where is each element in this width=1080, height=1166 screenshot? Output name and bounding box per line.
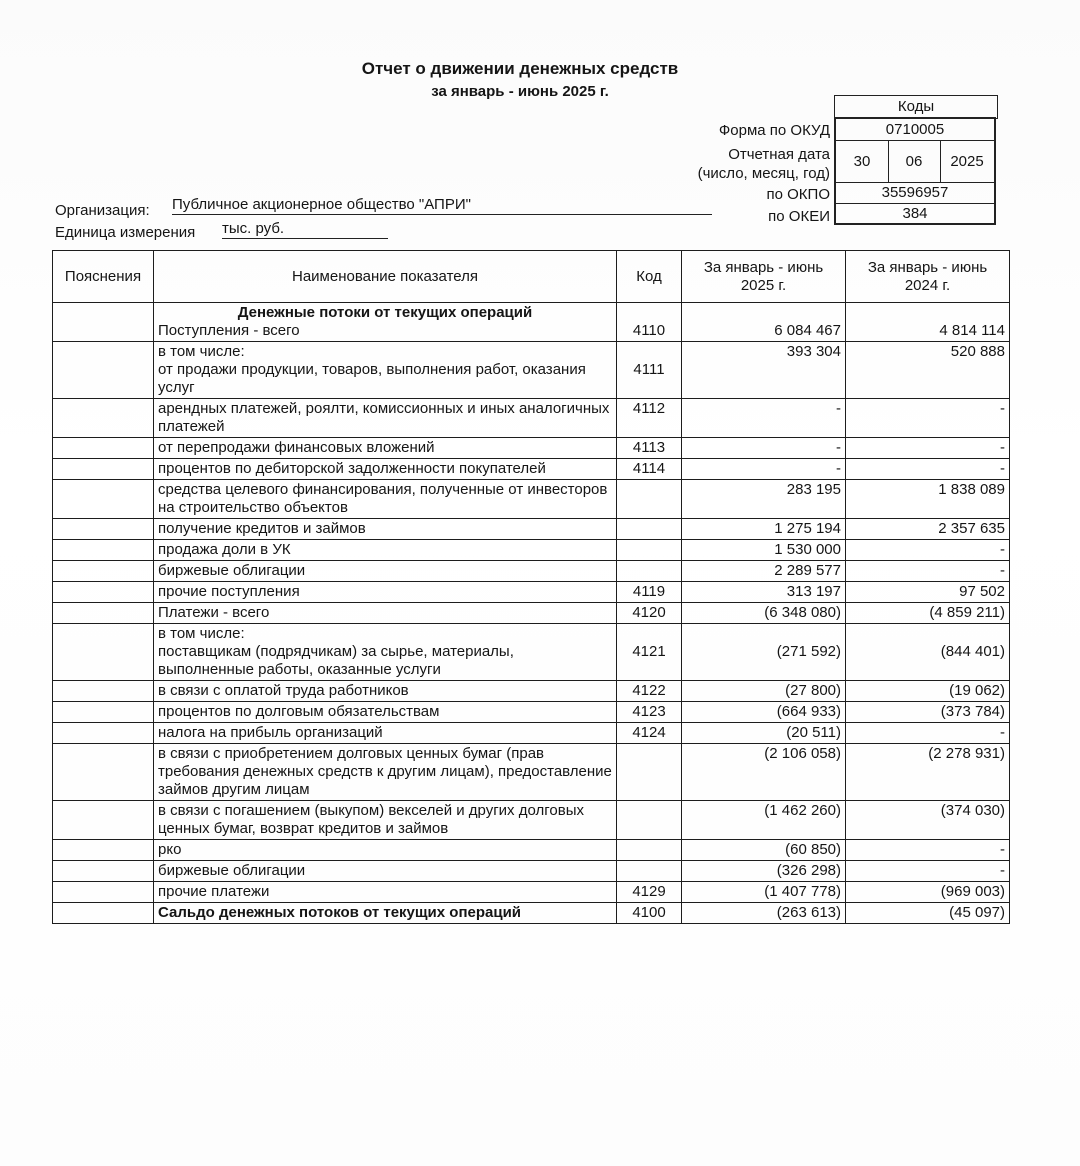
row-value-2024: - — [846, 399, 1010, 438]
row-code: 4119 — [617, 582, 682, 603]
row-value-2024: 520 888 — [846, 342, 1010, 399]
row-value-2024: (969 003) — [846, 882, 1010, 903]
row-name: в связи с погашением (выкупом) векселей и других долговых ценных бумаг, возврат кредитов и займов — [154, 801, 617, 840]
okpo-label: по ОКПО — [766, 186, 830, 203]
row-code: 4114 — [617, 459, 682, 480]
row-value-2025: (664 933) — [682, 702, 846, 723]
row-code — [617, 561, 682, 582]
table-row — [53, 723, 1010, 744]
row-code: 4113 — [617, 438, 682, 459]
row-value-2025: (1 462 260) — [682, 801, 846, 840]
date-label: Отчетная дата — [728, 146, 830, 163]
col-notes-header: Пояснения — [53, 251, 154, 303]
row-code: 4124 — [617, 723, 682, 744]
unit-value: тыс. руб. — [222, 219, 388, 239]
row-value-2024: (374 030) — [846, 801, 1010, 840]
row-value-2024: 4 814 114 — [846, 303, 1010, 342]
row-name: продажа доли в УК — [154, 540, 617, 561]
table-row — [53, 459, 1010, 480]
okud-value: 0710005 — [836, 119, 994, 141]
row-code — [617, 744, 682, 801]
table-row — [53, 801, 1010, 840]
table-row — [53, 480, 1010, 519]
organization-name: Публичное акционерное общество "АПРИ" — [172, 195, 712, 215]
row-value-2025: - — [682, 399, 846, 438]
table-row — [53, 399, 1010, 438]
row-name: процентов по долговым обязательствам — [154, 702, 617, 723]
row-name: Платежи - всего — [154, 603, 617, 624]
row-name: налога на прибыль организаций — [154, 723, 617, 744]
row-name: Сальдо денежных потоков от текущих операций — [154, 903, 617, 924]
date-year: 2025 — [950, 153, 984, 170]
row-name: Поступления - всего — [158, 322, 300, 339]
table-row — [53, 342, 1010, 399]
table-row — [53, 519, 1010, 540]
okpo-value: 35596957 — [836, 183, 994, 204]
table-row — [53, 438, 1010, 459]
table-row — [53, 702, 1010, 723]
row-value-2025: (27 800) — [682, 681, 846, 702]
row-code — [617, 801, 682, 840]
row-value-2025: (2 106 058) — [682, 744, 846, 801]
table-row — [53, 840, 1010, 861]
row-name: рко — [154, 840, 617, 861]
okud-label: Форма по ОКУД — [718, 122, 830, 139]
okei-label: по ОКЕИ — [768, 208, 830, 225]
table-row — [53, 582, 1010, 603]
table-row — [53, 882, 1010, 903]
row-value-2024: - — [846, 723, 1010, 744]
row-code: 4111 — [617, 342, 682, 399]
row-name: прочие платежи — [154, 882, 617, 903]
row-code: 4123 — [617, 702, 682, 723]
row-value-2024: 1 838 089 — [846, 480, 1010, 519]
row-value-2024: (19 062) — [846, 681, 1010, 702]
table-row — [53, 861, 1010, 882]
row-value-2025: (271 592) — [682, 624, 846, 681]
row-name: средства целевого финансирования, полученные от инвесторов на строительство объектов — [154, 480, 617, 519]
row-value-2025: (6 348 080) — [682, 603, 846, 624]
section-title: Денежные потоки от текущих операций — [237, 304, 533, 321]
table-row — [53, 603, 1010, 624]
row-value-2025: 393 304 — [682, 342, 846, 399]
row-name: биржевые облигации — [154, 861, 617, 882]
row-value-2025: (326 298) — [682, 861, 846, 882]
table-row — [53, 561, 1010, 582]
row-name: поставщикам (подрядчикам) за сырье, материалы, выполненные работы, оказанные услуги — [158, 643, 514, 678]
row-code: 4129 — [617, 882, 682, 903]
table-row — [53, 681, 1010, 702]
row-value-2025: (60 850) — [682, 840, 846, 861]
row-name: арендных платежей, роялти, комиссионных и иных аналогичных платежей — [154, 399, 617, 438]
row-code — [617, 480, 682, 519]
row-code — [617, 840, 682, 861]
row-name: от продажи продукции, товаров, выполнения работ, оказания услуг — [158, 361, 586, 396]
row-code — [617, 861, 682, 882]
row-value-2024: 97 502 — [846, 582, 1010, 603]
col-code-header: Код — [617, 251, 682, 303]
row-code: 4100 — [617, 903, 682, 924]
row-code: 4112 — [617, 399, 682, 438]
date-month: 06 — [888, 141, 941, 183]
codes-header: Коды — [834, 95, 998, 119]
row-value-2024: - — [846, 861, 1010, 882]
row-subhead: в том числе: — [158, 343, 245, 360]
row-value-2024: (45 097) — [846, 903, 1010, 924]
table-row — [53, 744, 1010, 801]
row-value-2024: (2 278 931) — [846, 744, 1010, 801]
codes-box — [834, 117, 996, 225]
table-row-total — [53, 903, 1010, 924]
row-value-2024: (373 784) — [846, 702, 1010, 723]
cash-flow-table — [52, 250, 1010, 924]
row-code — [617, 519, 682, 540]
row-name: процентов по дебиторской задолженности покупателей — [154, 459, 617, 480]
table-header-row — [53, 251, 1010, 303]
row-name: в связи с оплатой труда работников — [154, 681, 617, 702]
report-period: за январь - июнь 2025 г. — [431, 83, 609, 100]
organization-label: Организация: — [55, 202, 150, 219]
table-row — [53, 540, 1010, 561]
date-row — [836, 141, 994, 183]
col-2025-header: За январь - июнь 2025 г. — [682, 251, 846, 303]
row-value-2025: 1 530 000 — [682, 540, 846, 561]
row-value-2025: 1 275 194 — [682, 519, 846, 540]
col-name-header: Наименование показателя — [154, 251, 617, 303]
row-value-2024: 2 357 635 — [846, 519, 1010, 540]
row-code: 4120 — [617, 603, 682, 624]
row-code: 4121 — [617, 624, 682, 681]
row-value-2024: - — [846, 438, 1010, 459]
row-value-2025: - — [682, 459, 846, 480]
row-value-2024: (4 859 211) — [846, 603, 1010, 624]
row-value-2025: - — [682, 438, 846, 459]
table-row — [53, 303, 1010, 342]
date-format-label: (число, месяц, год) — [697, 165, 830, 182]
row-value-2024: (844 401) — [846, 624, 1010, 681]
row-name: в связи с приобретением долговых ценных бумаг (прав требования денежных средств к другим лицам), предоставление займов другим лицам — [154, 744, 617, 801]
report-title: Отчет о движении денежных средств — [361, 59, 679, 78]
row-value-2024: - — [846, 540, 1010, 561]
date-day: 30 — [836, 141, 889, 183]
row-value-2025: (1 407 778) — [682, 882, 846, 903]
row-value-2025: (20 511) — [682, 723, 846, 744]
row-value-2025: 283 195 — [682, 480, 846, 519]
row-name: получение кредитов и займов — [154, 519, 617, 540]
row-subhead: в том числе: — [158, 625, 245, 642]
row-value-2025: 2 289 577 — [682, 561, 846, 582]
row-code — [617, 540, 682, 561]
row-value-2024: - — [846, 561, 1010, 582]
row-name: от перепродажи финансовых вложений — [154, 438, 617, 459]
row-value-2025: 313 197 — [682, 582, 846, 603]
row-code: 4122 — [617, 681, 682, 702]
table-row — [53, 624, 1010, 681]
row-value-2024: - — [846, 840, 1010, 861]
row-name: биржевые облигации — [154, 561, 617, 582]
unit-label: Единица измерения — [55, 224, 196, 241]
col-2024-header: За январь - июнь 2024 г. — [846, 251, 1010, 303]
row-value-2024: - — [846, 459, 1010, 480]
row-value-2025: (263 613) — [682, 903, 846, 924]
okei-value: 384 — [902, 205, 928, 222]
row-name: прочие поступления — [154, 582, 617, 603]
row-code: 4110 — [617, 303, 682, 342]
row-value-2025: 6 084 467 — [682, 303, 846, 342]
